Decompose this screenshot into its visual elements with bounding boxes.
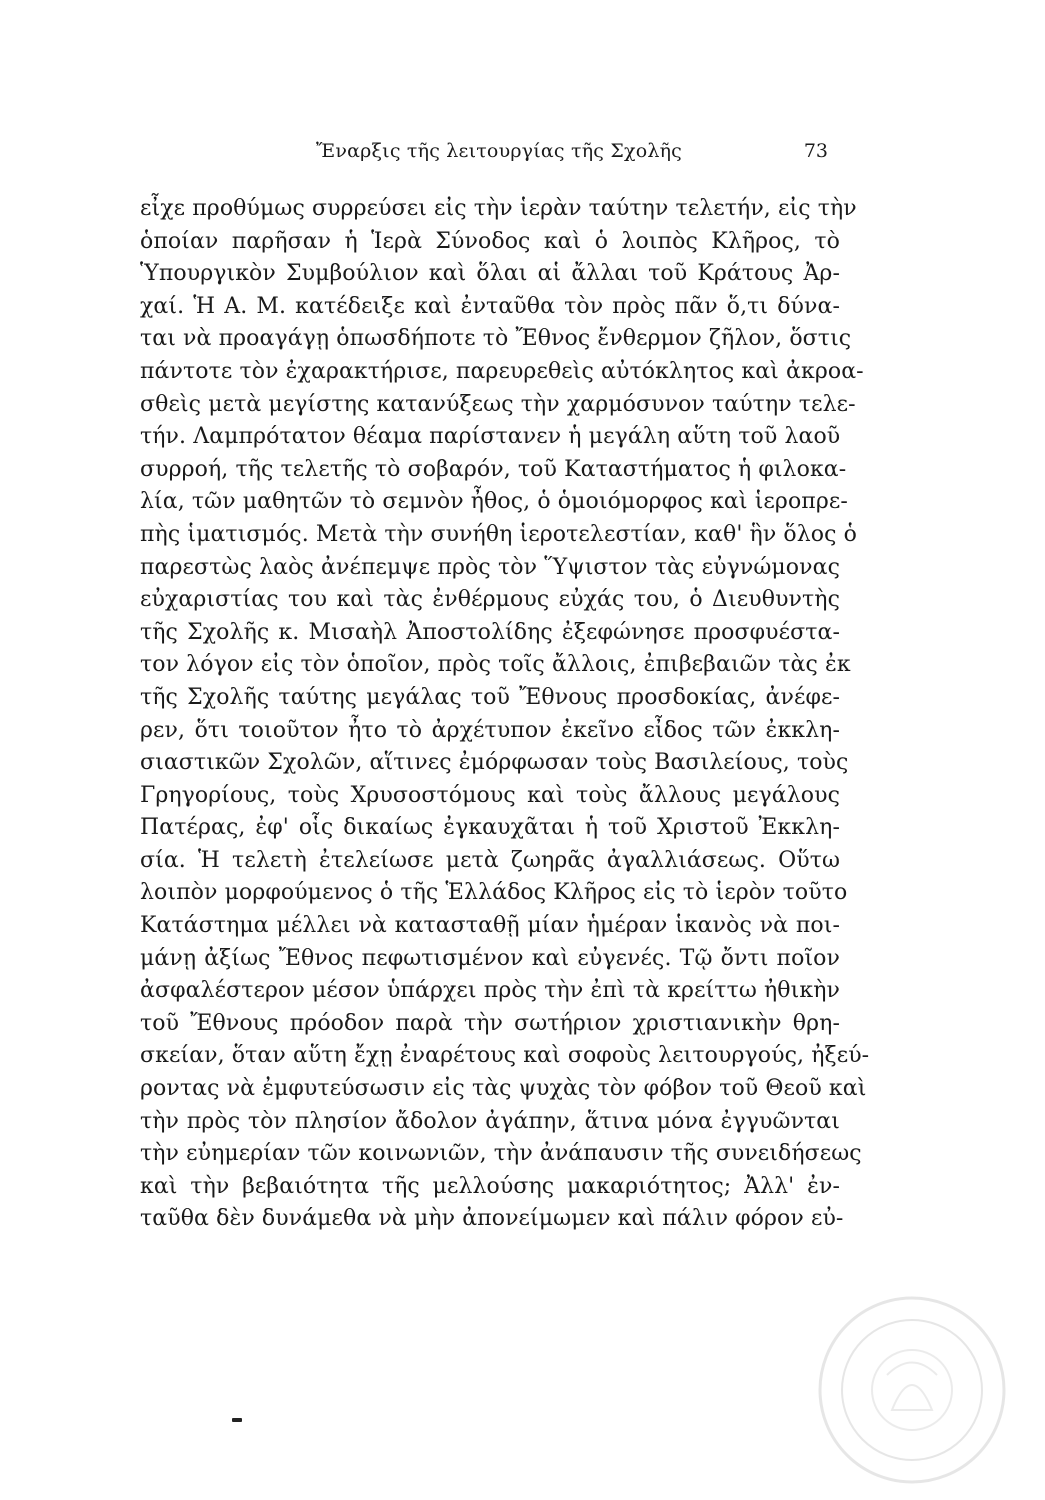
- text-line: σιαστικῶν Σχολῶν, αἵτινες ἐμόρφωσαν τοὺς Βασιλείους, τοὺς: [140, 750, 849, 776]
- text-line: εὐχαριστίας του καὶ τὰς ἐνθέρμους εὐχάς του, ὁ Διευθυντὴς: [140, 587, 840, 613]
- library-seal-icon: [812, 1290, 1012, 1490]
- text-line: τον λόγον εἰς τὸν ὁποῖον, πρὸς τοῖς ἄλλοις, ἐπιβεβαιῶν τὰς ἐκ: [140, 652, 851, 678]
- text-line: ταῦθα δὲν δυνάμεθα νὰ μὴν ἀπονείμωμεν καὶ πάλιν φόρον εὐ-: [140, 1206, 844, 1232]
- text-line: Γρηγορίους, τοὺς Χρυσοστόμους καὶ τοὺς ἄλλους μεγάλους: [140, 782, 840, 808]
- text-line: Πατέρας, ἐφ' οἷς δικαίως ἐγκαυχᾶται ἡ τοῦ Χριστοῦ Ἐκκλη-: [140, 815, 840, 841]
- text-line: ἀσφαλέστερον μέσον ὑπάρχει πρὸς τὴν ἐπὶ τὰ κρείττω ἠθικὴν: [140, 978, 840, 1004]
- text-line: ροντας νὰ ἐμφυτεύσωσιν εἰς τὰς ψυχὰς τὸν φόβον τοῦ Θεοῦ καὶ: [140, 1076, 867, 1102]
- text-line: εἶχε προθύμως συρρεύσει εἰς τὴν ἱερὰν ταύτην τελετήν, εἰς τὴν: [140, 196, 857, 221]
- text-line: ται νὰ προαγάγῃ ὁπωσδήποτε τὸ Ἔθνος ἔνθερμον ζῆλον, ὅστις: [140, 326, 852, 352]
- text-line: συρροή, τῆς τελετῆς τὸ σοβαρόν, τοῦ Καταστήματος ἡ φιλοκα-: [140, 456, 847, 482]
- text-line: τῆς Σχολῆς ταύτης μεγάλας τοῦ Ἔθνους προσδοκίας, ἀνέφε-: [140, 684, 840, 710]
- text-line: λοιπὸν μορφούμενος ὁ τῆς Ἑλλάδος Κλῆρος εἰς τὸ ἱερὸν τοῦτο: [140, 880, 848, 906]
- text-line: τήν. Λαμπρότατον θέαμα παρίστανεν ἡ μεγάλη αὕτη τοῦ λαοῦ: [140, 424, 841, 450]
- text-line: τῆς Σχολῆς κ. Μισαὴλ Ἀποστολίδης ἐξεφώνησε προσφυέστα-: [140, 619, 840, 645]
- text-line: πὴς ἱματισμός. Μετὰ τὴν συνήθη ἱεροτελεστίαν, καθ' ἣν ὅλος ὁ: [140, 521, 858, 547]
- text-line: σκείαν, ὅταν αὕτη ἔχῃ ἐναρέτους καὶ σοφοὺς λειτουργούς, ἠξεύ-: [140, 1043, 870, 1069]
- text-line: ὁποίαν παρῆσαν ἡ Ἱερὰ Σύνοδος καὶ ὁ λοιπὸς Κλῆρος, τὸ: [140, 228, 840, 254]
- text-line: τὴν πρὸς τὸν πλησίον ἄδολον ἀγάπην, ἅτινα μόνα ἐγγυῶνται: [140, 1108, 840, 1134]
- text-line: παρεστὼς λαὸς ἀνέπεμψε πρὸς τὸν Ὕψιστον τὰς εὐγνώμονας: [140, 554, 840, 580]
- text-line: μάνῃ ἀξίως Ἔθνος πεφωτισμένον καὶ εὐγενές. Τῷ ὄντι ποῖον: [140, 945, 840, 971]
- text-line: λία, τῶν μαθητῶν τὸ σεμνὸν ἦθος, ὁ ὁμοιόμορφος καὶ ἱεροπρε-: [140, 489, 848, 515]
- chapter-running-title: Ἔναρξις τῆς λειτουργίας τῆς Σχολῆς: [316, 140, 683, 162]
- text-line: καὶ τὴν βεβαιότητα τῆς μελλούσης μακαριότητος; Ἀλλ' ἐν-: [140, 1173, 840, 1199]
- text-line: Ὑπουργικὸν Συμβούλιον καὶ ὅλαι αἱ ἄλλαι τοῦ Κράτους Ἀρ-: [140, 261, 840, 287]
- text-line: σθεὶς μετὰ μεγίστης κατανύξεως τὴν χαρμόσυνον ταύτην τελε-: [140, 391, 856, 417]
- text-line: χαί. Ἡ Α. Μ. κατέδειξε καὶ ἐνταῦθα τὸν πρὸς πᾶν ὅ,τι δύνα-: [140, 293, 840, 319]
- text-line: τοῦ Ἔθνους πρόοδον παρὰ τὴν σωτήριον χριστιανικὴν θρη-: [140, 1010, 840, 1036]
- text-line: σία. Ἡ τελετὴ ἐτελείωσε μετὰ ζωηρᾶς ἀγαλλιάσεως. Οὕτω: [140, 847, 840, 873]
- text-line: τὴν εὐημερίαν τῶν κοινωνιῶν, τὴν ἀνάπαυσιν τῆς συνειδήσεως: [140, 1141, 862, 1167]
- running-header: [140, 140, 828, 170]
- text-line: πάντοτε τὸν ἐχαρακτήρισε, παρευρεθεὶς αὐτόκλητος καὶ ἀκροα-: [140, 358, 864, 384]
- text-line: Κατάστημα μέλλει νὰ κατασταθῇ μίαν ἡμέραν ἱκανὸς νὰ ποι-: [140, 913, 840, 939]
- page-number: 73: [803, 140, 828, 162]
- body-paragraph: [140, 193, 870, 1236]
- text-line: ρεν, ὅτι τοιοῦτον ἦτο τὸ ἀρχέτυπον ἐκεῖνο εἶδος τῶν ἐκκλη-: [140, 717, 840, 743]
- margin-mark: [232, 1418, 242, 1422]
